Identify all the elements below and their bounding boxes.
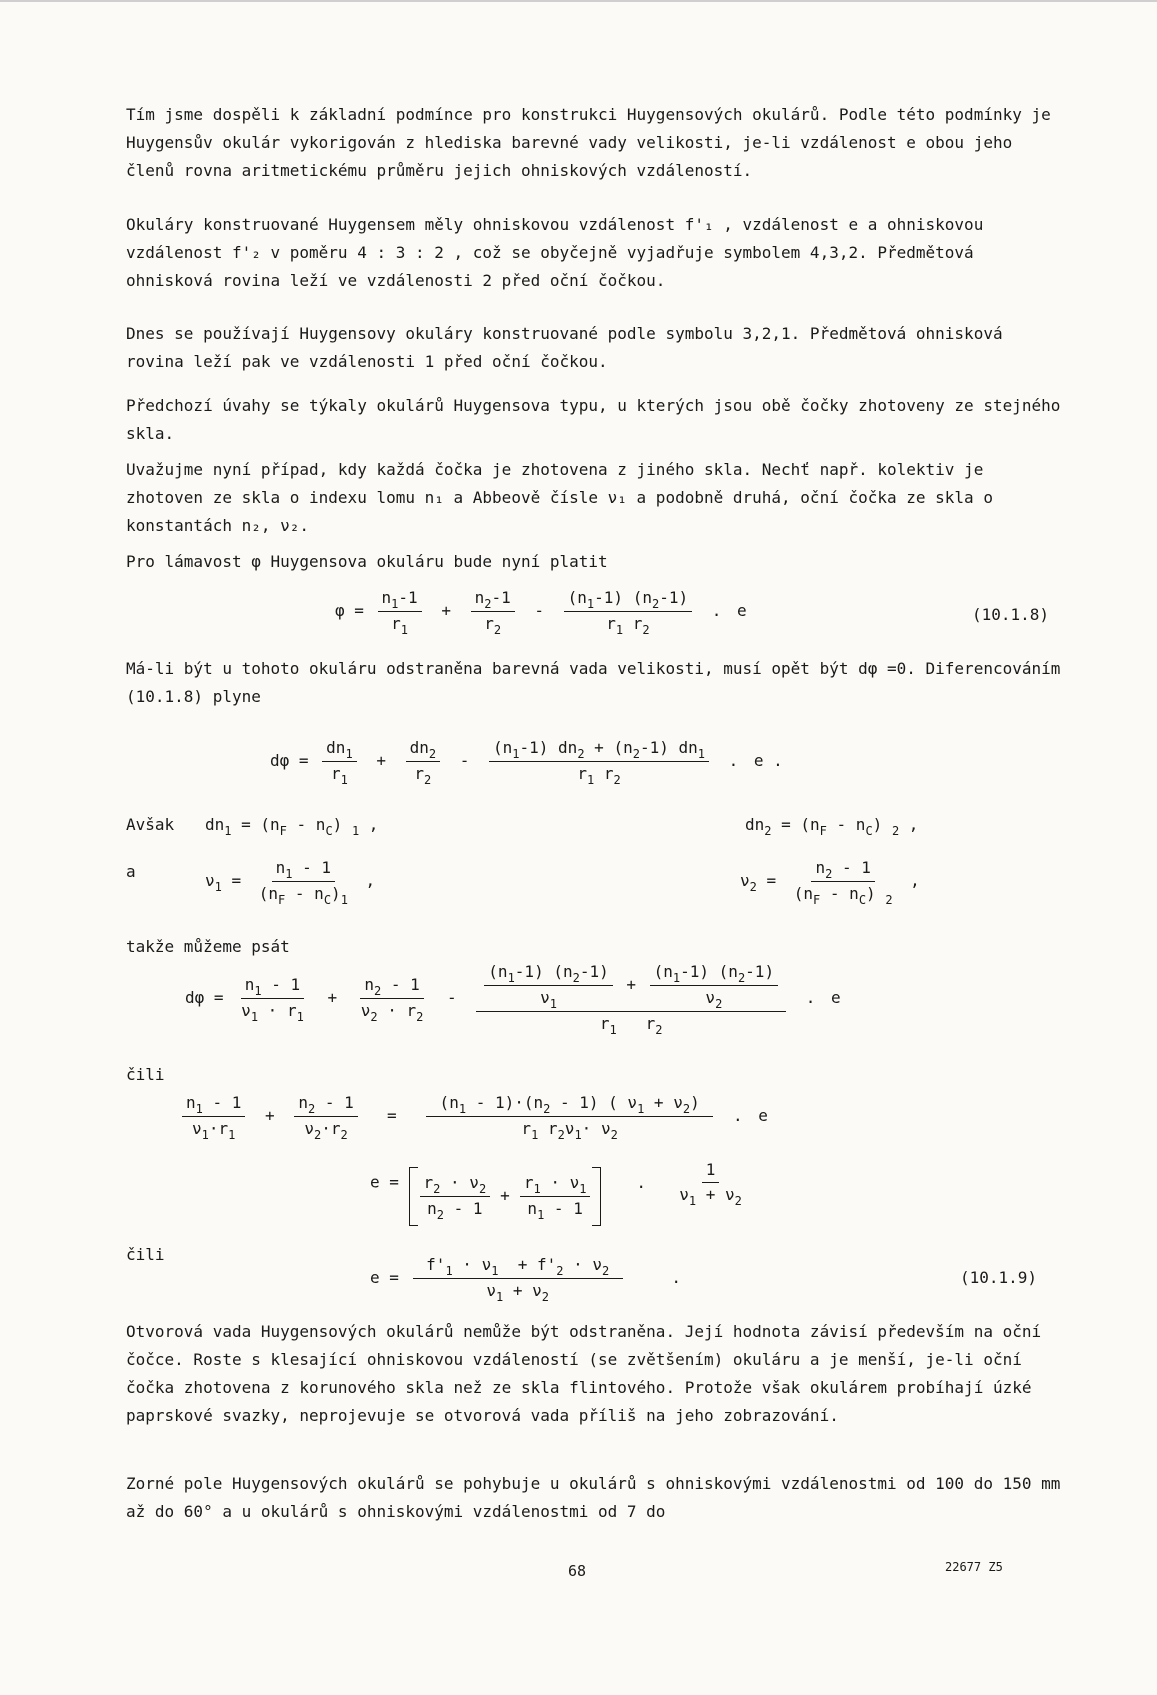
paragraph-2: Okuláry konstruované Huygensem měly ohniskovou vzdálenost f'₁ , vzdálenost e a ohniskovou vzdálenost f'₂ v poměru 4 : 3 : 2 , což se obyčejně vyjadřuje symbolem 4,3,2. Předmětová ohnisková rovina leží ve vzdálenosti 2 před oční čočkou. bbox=[126, 215, 984, 290]
paragraph-5: Uvažujme nyní případ, kdy každá čočka je zhotovena z jiného skla. Nechť např. kolektiv je zhotoven ze skla o indexu lomu n₁ a Abbeově čísle ν₁ a podobně druhá, oční čočka ze skla o konstantách n₂, ν₂. bbox=[126, 460, 993, 535]
equation-10-1-8: φ = $\frac{n_1-1}{r_1}$ + $\frac{n_2-1}{r_2}$ - $\frac{(n_1-1) (n_2-1)}{r_1 r_2}$ . e bbox=[335, 588, 747, 637]
paragraph-8: Otvorová vada Huygensových okulárů nemůže být odstraněna. Její hodnota závisí především na oční čočce. Roste s klesající ohniskovou vzdáleností (se zvětšením) okuláru a je menší, je-li oční čočka zhotovena z korunového skla než ze skla flintového. Protože však okulárem probíhají úzké paprskové svazky, neprojevuje se otvorová vada příliš na jeho zobrazování. bbox=[126, 1322, 1042, 1425]
equation-nu1: $\nu_1$ = $\frac{n_1 - 1}{(n_F - n_C)_1}$ , bbox=[205, 858, 376, 907]
equation-number: (10.1.8) bbox=[972, 605, 1050, 624]
equation-number: (10.1.9) bbox=[960, 1268, 1038, 1287]
page-top-edge bbox=[0, 0, 1157, 2]
equation-dphi: dφ = $\frac{dn_1}{r_1}$ + $\frac{dn_2}{r_2}$ - $\frac{(n_1-1) dn_2 + (n_2-1) dn_1}{r_1 r_2}$ . e . bbox=[270, 738, 783, 787]
label-takze: takže můžeme psát bbox=[126, 937, 290, 956]
equation-10-1-9: e = $\frac{f'_1 \cdot \nu_1 + f'_2 \cdot \nu_2}{\nu_1 + \nu_2}$ . bbox=[370, 1255, 682, 1304]
label-cili-1: čili bbox=[126, 1065, 165, 1084]
paragraph-4: Předchozí úvahy se týkaly okulárů Huygensova typu, u kterých jsou obě čočky zhotoveny ze stejného skla. bbox=[126, 396, 1061, 443]
paragraph-1: Tím jsme dospěli k základní podmínce pro konstrukci Huygensových okulárů. Podle této podmínky je Huygensův okulár vykorigován z hlediska barevné vady velikosti, je-li vzdálenost e obou jeho členů rovna aritmetickému průměru jejich ohniskových vzdáleností. bbox=[126, 105, 1051, 180]
label-a: a bbox=[126, 862, 136, 881]
equation-dphi-expanded: dφ = $\frac{n_1 - 1}{\nu_1 \cdot r_1}$ + $\frac{n_2 - 1}{\nu_2 \cdot r_2}$ - $\frac{(n_1-1) (n_2-1)}{\nu_1}$ + $\frac{(n_1-1) (n_2-1)}{\nu_2}$ $r_1$ $r_2$ . e bbox=[185, 962, 841, 1037]
equation-dn2: $dn_2 = (n_F - n_C)$ $_2$ , bbox=[745, 815, 919, 838]
print-code: 22677 Z5 bbox=[945, 1560, 1003, 1574]
label-cili-2: čili bbox=[126, 1245, 165, 1264]
paragraph-9: Zorné pole Huygensových okulárů se pohybuje u okulárů s ohniskovými vzdálenostmi od 100 do 150 mm až do 60° a u okulárů s ohniskovými vzdálenostmi od 7 do bbox=[126, 1474, 1061, 1521]
equation-e-bracket: e = $\frac{r_2 \cdot \nu_2}{n_2 - 1}$ + $\frac{r_1 \cdot \nu_1}{n_1 - 1}$ . $\frac{1}{\nu_1 + \nu_2}$ bbox=[370, 1160, 750, 1226]
equation-condition: $\frac{n_1 - 1}{\nu_1\cdot r_1}$ + $\frac{n_2 - 1}{\nu_2\cdot r_2}$ = $\frac{(n_1 - 1)\cdot(n_2 - 1) ( \nu_1 + \nu_2)}{r_1 r_2\nu_1\cdot \nu_2}$ . e bbox=[178, 1093, 768, 1140]
page-number: 68 bbox=[568, 1562, 587, 1580]
paragraph-6: Pro lámavost φ Huygensova okuláru bude nyní platit bbox=[126, 552, 608, 571]
equation-nu2: $\nu_2$ = $\frac{n_2 - 1}{(n_F - n_C) _2}$ , bbox=[740, 858, 920, 907]
label-avsak: Avšak bbox=[126, 815, 175, 834]
equation-dn1: $dn_1 = (n_F - n_C)$ $_1$ , bbox=[205, 815, 379, 838]
paragraph-7: Má-li být u tohoto okuláru odstraněna barevná vada velikosti, musí opět být dφ =0. Diferencováním (10.1.8) plyne bbox=[126, 659, 1061, 706]
paragraph-3: Dnes se používají Huygensovy okuláry konstruované podle symbolu 3,2,1. Předmětová ohnisková rovina leží pak ve vzdálenosti 1 před oční čočkou. bbox=[126, 324, 1003, 371]
